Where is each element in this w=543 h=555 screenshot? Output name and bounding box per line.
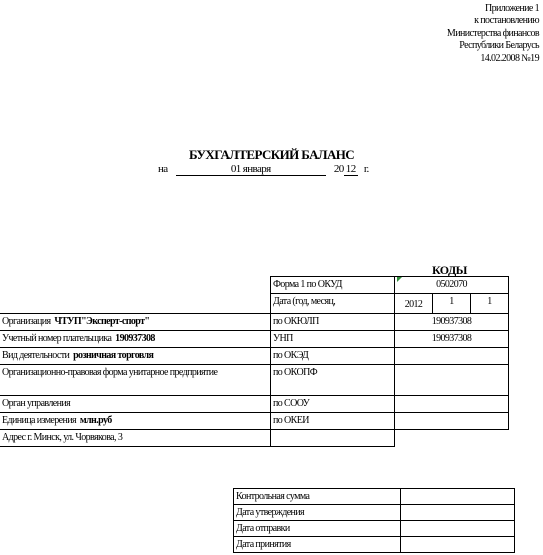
okud-code: 0502070 — [395, 277, 509, 294]
table-row — [0, 365, 509, 396]
okud-label: Форма 1 по ОКУД — [271, 277, 395, 294]
date-day-month: 01 января — [176, 163, 326, 176]
okpo-code: 190937308 — [395, 314, 509, 331]
approval-line: 14.02.2008 №19 — [480, 52, 539, 64]
soou-label: по СООУ — [271, 396, 395, 413]
okved-code — [395, 348, 509, 365]
activity-value: розничная торговля — [73, 350, 154, 361]
okopf-label: по ОКОПФ — [271, 365, 395, 396]
activity-cell — [0, 348, 271, 365]
unit-cell — [0, 413, 271, 430]
table-row — [234, 537, 515, 553]
table-row — [0, 396, 509, 413]
date-label: Дата (год, месяц, — [271, 294, 395, 314]
org-info-table — [0, 276, 509, 447]
document-title: БУХГАЛТЕРСКИЙ БАЛАНС — [188, 147, 355, 162]
approval-note — [447, 3, 539, 65]
okei-code — [395, 413, 509, 430]
accepted-date-label: Дата принятия — [234, 537, 401, 553]
table-row — [234, 505, 515, 521]
unit-label: Единица измерения — [2, 415, 77, 426]
approval-date-label: Дата утверждения — [234, 505, 401, 521]
table-row — [0, 413, 509, 430]
soou-code — [395, 396, 509, 413]
okpo-label: по ОКЮЛП — [271, 314, 395, 331]
okved-label: по ОКЭД — [271, 348, 395, 365]
org-label: Организация — [2, 316, 51, 327]
unit-value: млн.руб — [79, 415, 112, 426]
okopf-code — [395, 365, 509, 396]
table-row — [234, 521, 515, 537]
date-year-code: 2012 — [395, 294, 433, 314]
table-row — [0, 294, 509, 314]
table-row — [0, 277, 509, 294]
unp-value: 190937308 — [115, 333, 155, 344]
activity-label: Вид деятельности — [2, 350, 70, 361]
date-day-code: 1 — [471, 294, 509, 314]
table-row — [0, 314, 509, 331]
org-name: ЧТУП"Эксперт-спорт" — [54, 316, 150, 327]
management-label: Орган управления — [0, 396, 271, 413]
table-row — [234, 489, 515, 505]
approval-line: к постановлению — [474, 15, 539, 27]
okei-label: по ОКЕИ — [271, 413, 395, 430]
table-row — [0, 348, 509, 365]
org-cell — [0, 314, 271, 331]
unp-code-label: УНП — [271, 331, 395, 348]
approval-line: Министерства финансов — [446, 27, 539, 39]
table-row — [0, 430, 509, 447]
sent-date-value — [401, 521, 515, 537]
date-prefix: на — [158, 163, 168, 175]
balance-date-line — [158, 163, 369, 176]
cell-comment-marker — [397, 277, 402, 282]
approval-line: Приложение 1 — [485, 3, 539, 14]
checksum-label: Контрольная сумма — [234, 489, 401, 505]
control-table — [233, 488, 515, 553]
approval-date-value — [401, 505, 515, 521]
checksum-value — [401, 489, 515, 505]
legal-form-cell: Организационно-правовая форма унитарное предприятие — [0, 365, 271, 396]
date-year-prefix: 20 — [333, 163, 344, 175]
date-year: 12 — [344, 163, 358, 176]
unp-label: Учетный номер плательщика — [2, 333, 112, 344]
unp-cell — [0, 331, 271, 348]
address: Адрес г. Минск, ул. Чорвякова, 3 — [0, 430, 271, 447]
approval-line: Республики Беларусь — [459, 40, 539, 52]
date-suffix: г. — [363, 163, 369, 175]
date-month-code: 1 — [433, 294, 471, 314]
accepted-date-value — [401, 537, 515, 553]
unp-code: 190937308 — [395, 331, 509, 348]
table-row — [0, 331, 509, 348]
codes-header: КОДЫ — [432, 263, 467, 277]
sent-date-label: Дата отправки — [234, 521, 401, 537]
